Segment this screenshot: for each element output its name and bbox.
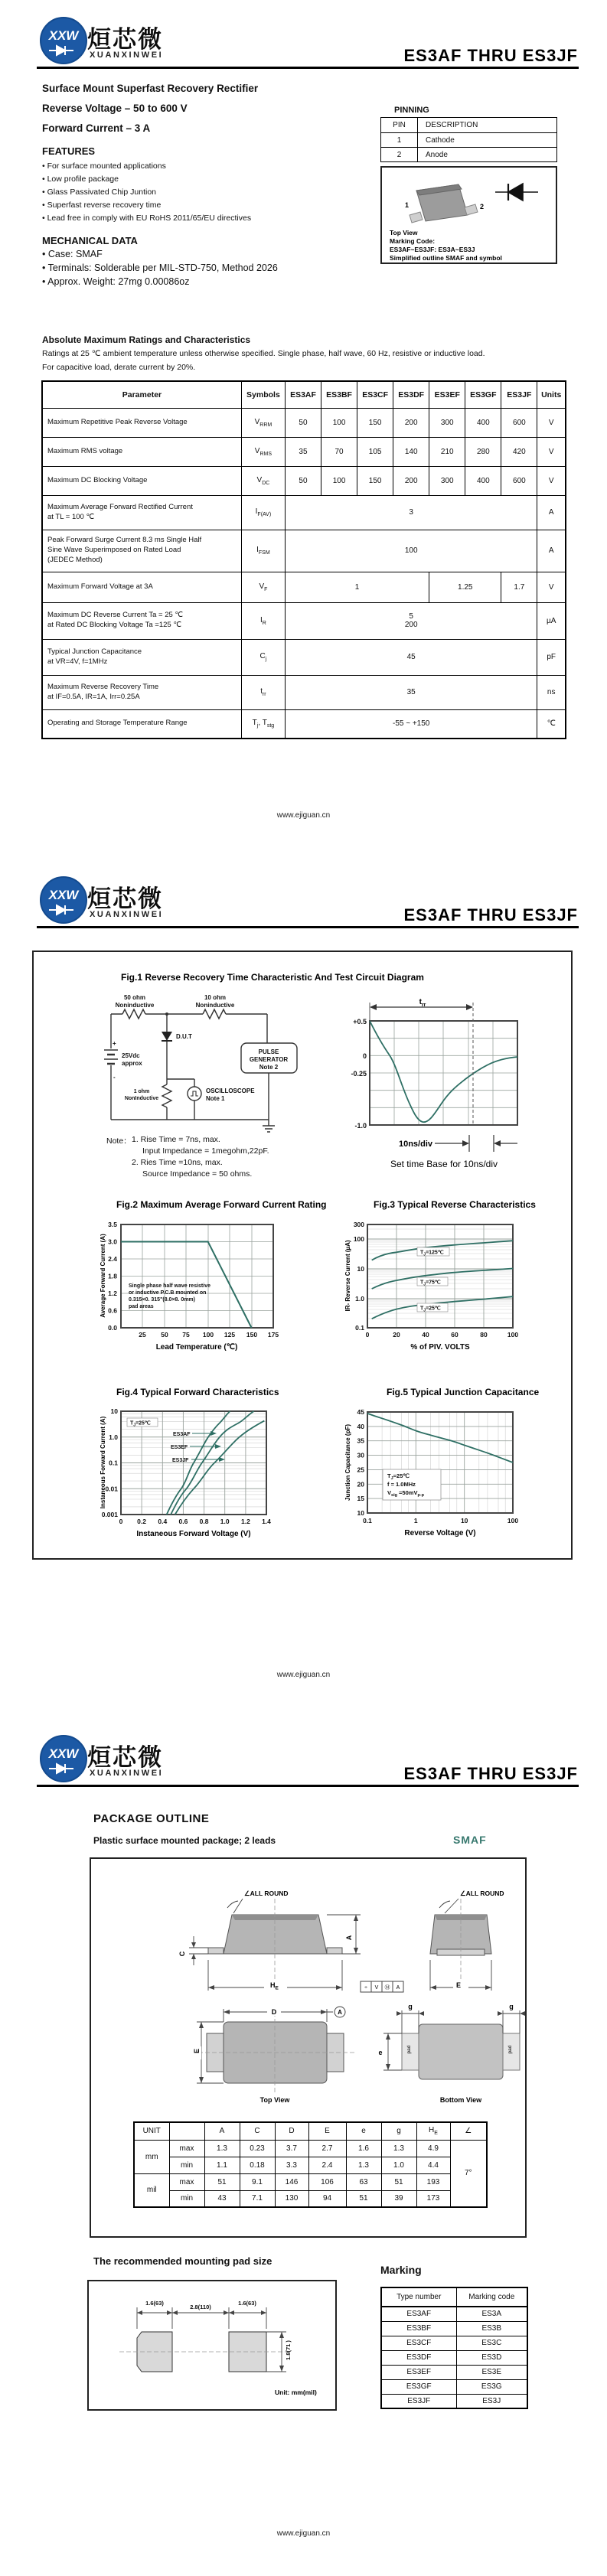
marking-title: Marking: [380, 2264, 422, 2276]
svg-text:100: 100: [202, 1331, 214, 1339]
pad-dim: 2.8(110): [190, 2304, 211, 2310]
header-rule: [37, 1785, 579, 1787]
footer-url[interactable]: www.ejiguan.cn: [276, 811, 331, 820]
brand-name-cn: 烜芯微: [87, 26, 163, 53]
dut-label: D.U.T: [176, 1033, 192, 1040]
outline-drawing-box: [90, 1857, 527, 2238]
pad-label: pad: [507, 2045, 513, 2054]
note-label: Note：: [106, 1136, 132, 1146]
svg-text:35: 35: [357, 1436, 364, 1445]
pulse-generator-label: PULSE: [258, 1048, 279, 1055]
svg-text:20: 20: [393, 1331, 400, 1339]
svg-text:100: 100: [353, 1235, 364, 1243]
mounting-pad-title: The recommended mounting pad size: [93, 2255, 272, 2267]
fig3-series-label: $T_J=25℃$: [420, 1306, 441, 1313]
battery-plus: +: [113, 1040, 116, 1047]
dim-E-label: E: [455, 1981, 462, 1989]
svg-text:125: 125: [224, 1331, 236, 1339]
mechanical-item: • Case: SMAF: [42, 249, 103, 259]
fig2-title: Fig.2 Maximum Average Forward Current Rating: [116, 1199, 327, 1210]
header-rule: [37, 926, 579, 928]
marking-header-code: Marking code: [456, 2287, 527, 2307]
svg-text:1.0: 1.0: [355, 1295, 364, 1303]
pkg-outline-note: Simplified outline SMAF and symbol: [390, 254, 502, 262]
table-row: Maximum DC Reverse Current Ta = 25 ℃ at Rated DC Blocking Voltage Ta =125 ℃ $I_R$ 5 200 µA: [42, 602, 566, 639]
resistor2-value: 10 ohm: [204, 994, 227, 1001]
svg-text:80: 80: [480, 1331, 488, 1339]
svg-text:or inductive P.C.B mounted on: or inductive P.C.B mounted on: [129, 1290, 207, 1296]
svg-text:V: V: [374, 1985, 379, 1991]
svg-text:10: 10: [460, 1517, 468, 1524]
svg-text:0.01: 0.01: [105, 1485, 118, 1493]
svg-text:25: 25: [357, 1466, 364, 1474]
svg-text:50: 50: [161, 1331, 168, 1339]
svg-text:100: 100: [507, 1517, 519, 1524]
ratings-table: [41, 380, 566, 739]
fig5-title: Fig.5 Typical Junction Capacitance: [387, 1387, 540, 1397]
fig1-title: Fig.1 Reverse Recovery Time Characteristic And Test Circuit Diagram: [121, 972, 424, 983]
fig3-series-label: $T_J=75℃$: [420, 1280, 441, 1287]
table-row: Typical Junction Capacitance at VR=4V, f=1MHz $C_j$ 45 pF: [42, 639, 566, 675]
table-row: ES3AF ES3A: [381, 2307, 527, 2321]
top-view-caption: Top View: [259, 2096, 290, 2104]
pin-number: 1: [381, 133, 418, 148]
fig2-annotation: Single phase half wave resistive: [129, 1283, 210, 1289]
svg-text:25: 25: [139, 1331, 146, 1339]
fig3-xlabel: % of PIV. VOLTS: [410, 1343, 470, 1352]
svg-text:10: 10: [110, 1407, 118, 1415]
svg-text:75: 75: [182, 1331, 190, 1339]
fig1-waveform-chart: [337, 987, 566, 1175]
svg-text:A: A: [396, 1985, 400, 1991]
dimension-table: UNIT A C D E e g $H_E$ ∠ mm max 1.3 0.23 3.7 2.7 1.6 1.3 4.9 7° min 1.1 0.18 3.3 2.4 1.3 1.0 4.4 mil max 51 9.1 146 106 63 51 193 min 43 7.1 130 94 51 39 173: [133, 2121, 488, 2208]
table-row: Maximum Reverse Recovery Time at IF=0.5A, IR=1A, Irr=0.25A $t_{rr}$ 35 ns: [42, 675, 566, 709]
note-line: 2. Ries Time =10ns, max.: [132, 1158, 223, 1167]
feature-control-frame: [361, 1981, 403, 1992]
svg-text:10: 10: [357, 1265, 364, 1273]
svg-text:0.6: 0.6: [178, 1518, 188, 1525]
wave-ytick: +0.5: [353, 1018, 367, 1026]
fig2-xlabel: Lead Temperature (℃): [155, 1343, 238, 1352]
svg-text:0.1: 0.1: [355, 1324, 364, 1332]
fig3-series-label: $T_J=125℃$: [420, 1250, 444, 1257]
fig2-ylabel: Average Forward Current (A): [100, 1234, 106, 1318]
svg-text:1.0: 1.0: [220, 1518, 230, 1525]
unit-mil: mil: [134, 2173, 169, 2207]
fig4-xlabel: Instaneous Forward Voltage (V): [136, 1530, 251, 1538]
fig4-ylabel: Instaneous Forward Current (A): [100, 1416, 106, 1509]
forward-current-line: Forward Current – 3 A: [42, 122, 151, 134]
table-row: Maximum Repetitive Peak Reverse Voltage $V_{RRM}$ 50 100 150 200 300 400 600 V: [42, 408, 566, 437]
dim-HE-label: $H_E$: [270, 1981, 279, 1991]
fig1-test-circuit: [100, 987, 352, 1140]
feature-item: • For surface mounted applications: [42, 161, 166, 171]
svg-text:0.001: 0.001: [101, 1511, 118, 1518]
fig5-ylabel: Junction Capacitance (pF): [344, 1423, 351, 1502]
fig5-note: $T_J=25℃$: [387, 1472, 410, 1481]
table-row: Operating and Storage Temperature Range $T_j$, $T_{stg}$ -55 ~ +150 ℃: [42, 709, 566, 739]
fig4-series-label: ES3EF: [171, 1445, 188, 1450]
pin-desc: Cathode: [418, 133, 557, 148]
fig4-chart: [96, 1389, 360, 1550]
footer-url[interactable]: www.ejiguan.cn: [276, 2529, 331, 2538]
table-row: ES3BF ES3B: [381, 2321, 527, 2336]
svg-text:pad areas: pad areas: [129, 1304, 154, 1309]
svg-text:Note 2: Note 2: [259, 1064, 279, 1071]
timebase-unit: 10ns/div: [398, 1140, 432, 1149]
angle-value: 7°: [450, 2140, 487, 2207]
svg-text:0.2: 0.2: [137, 1518, 147, 1525]
table-row: Maximum Forward Voltage at 3A $V_F$ 1 1.25 1.7 V: [42, 572, 566, 602]
svg-text:15: 15: [357, 1495, 364, 1503]
svg-text:0: 0: [365, 1331, 370, 1339]
pad-dim: 1.6(63): [238, 2300, 256, 2307]
marking-header-type: Type number: [381, 2287, 456, 2307]
ratings-header-row: Parameter Symbols ES3AF ES3BF ES3CF ES3DF ES3EF ES3GF ES3JF Units: [42, 381, 566, 408]
svg-text:0.8: 0.8: [199, 1518, 209, 1525]
table-row: Maximum RMS voltage $V_{RMS}$ 35 70 105 140 210 280 420 V: [42, 437, 566, 466]
svg-text:1.4: 1.4: [262, 1518, 271, 1525]
dim-e-label: e: [378, 2049, 383, 2056]
timebase-caption: Set time Base for 10ns/div: [390, 1159, 498, 1169]
unit-mm: mm: [134, 2140, 169, 2173]
svg-text:2.4: 2.4: [108, 1255, 117, 1263]
brand-name-en: XUANXINWEI: [90, 51, 164, 60]
package-name: SMAF: [453, 1834, 487, 1846]
table-row: ES3EF ES3E: [381, 2365, 527, 2379]
svg-text:1.2: 1.2: [108, 1290, 117, 1297]
pad-dim: 1.6(63): [145, 2300, 164, 2307]
svg-text:100: 100: [507, 1331, 519, 1339]
fig5-xlabel: Reverse Voltage (V): [404, 1529, 476, 1537]
fig2-chart: [96, 1202, 360, 1355]
svg-text:GENERATOR: GENERATOR: [249, 1056, 289, 1063]
svg-text:40: 40: [357, 1422, 364, 1430]
page-title: ES3AF THRU ES3JF: [403, 46, 578, 65]
svg-text:40: 40: [422, 1331, 429, 1339]
fig5-note: f = 1.0MHz: [387, 1481, 416, 1488]
feature-item: • Glass Passivated Chip Juntion: [42, 187, 156, 197]
svg-text:300: 300: [353, 1221, 364, 1228]
svg-text:0.315×0. 315"(8.0×8. 0mm): 0.315×0. 315"(8.0×8. 0mm): [129, 1297, 195, 1303]
brand-logo-icon: XXW: [40, 1735, 87, 1782]
fig4-series-label: ES3JF: [172, 1458, 189, 1463]
pinning-header-pin: PIN: [381, 118, 418, 133]
features-title: FEATURES: [42, 145, 96, 157]
svg-text:approx: approx: [122, 1060, 142, 1067]
pkg-marking-range: ES3AF~ES3JF: ES3A~ES3J: [390, 246, 475, 253]
mounting-pad-drawing: [89, 2281, 335, 2409]
feature-item: • Low profile package: [42, 174, 119, 184]
mechanical-title: MECHANICAL DATA: [42, 235, 138, 246]
header-rule: [37, 67, 579, 69]
note-line: 1. Rise Time = 7ns, max.: [132, 1135, 220, 1144]
bottom-view-caption: Bottom View: [439, 2096, 482, 2104]
pinning-header-desc: DESCRIPTION: [418, 118, 557, 133]
svg-text:45: 45: [357, 1408, 364, 1416]
svg-text:Noninductive: Noninductive: [195, 1002, 235, 1009]
mounting-pad-box: [87, 2280, 337, 2411]
mechanical-item: • Approx. Weight: 27mg 0.00086oz: [42, 276, 189, 287]
svg-text:60: 60: [451, 1331, 459, 1339]
feature-item: • Lead free in comply with EU RoHS 2011/65/EU directives: [42, 214, 251, 223]
datasheet-page: XXW 烜芯微 XUANXINWEI ES3AF THRU ES3JF Surface Mount Superfast Recovery Rectifier Reverse Voltage – 50 to 600 V Forward Current – 3 A PINNING PIN DESCRIPTION 1 Cathode 2 Anode FEATURES • For surface mounted applications • Low profile package • Glass Passivated Chip Juntion • Superfast reverse recovery time • Lead free in comply with EU RoHS 2011/65/EU directives MECHANICAL DATA • Case: SMAF • Terminals: Solderable per MIL-STD-750, Method 2026 • Approx. Weight: 27mg 0.00086oz 1 2 Top View Marking Code: ES3AF~ES3JF: ES3A~ES3J Simplified outline SMAF and symbol Absolute Maximum Ratings and Characteristics Ratings at 25 ℃ ambient temperature unless otherwise specified. Single phase, half wave, 60 Hz, resistive or inductive load. For capacitive load, derate current by 20%. Parameter Symbols ES3AF ES3BF ES3CF ES3DF ES3EF ES3GF ES3JF Units Maximum Repetitive Peak Reverse Voltage $V_{RRM}$ 50 100 150 200 300 400 600 V Maximum RMS voltage $V_{RMS}$ 35 70 105 140 210 280 420 V Maximum DC Blocking Voltage $V_{DC}$ 50 100 150 200 300 400 600 V Maximum Average Forward Rectified Current at TL = 100 ℃ $I_{F(AV)}$ 3 A Peak Forward Surge Current 8.3 ms Single Half Sine Wave Superimposed on Rated Load (JEDEC Method) $I_{FSM}$ 100 A Maximum Forward Voltage at 3A $V_F$ 1 1.25 1.7 V Maximum DC Reverse Current Ta = 25 ℃ at Rated DC Blocking Voltage Ta =125 ℃ $I_R$ 5 200 µA Typical Junction Capacitance at VR=4V, f=1MHz $C_j$ 45 pF Maximum Reverse Recovery Time at IF=0.5A, IR=1A, Irr=0.25A $t_{rr}$ 35 ns Operating and Storage Temperature Range $T_j$, $T_{stg}$ -55 ~ +150 ℃ www.ejiguan.cn XXW 烜芯微 XUANXINWEI ES3AF THRU ES3JF Fig.1 Reverse Recovery Time Characteristic And Test Circuit Diagram 50 ohm Noninductive 10 ohm Noninductive PULSE GENERATOR Note 2 1 ohm NonInductive D.U.T + - 25Vdc approx OSCILLOSCOPE Note 1 $t_{rr}$ +0.5 0 -0.25 -1.0 10ns/div Set time Base for 10ns/div Note： 1. Rise Time = 7ns, max. Input Impedance = 1megohm,22pF. 2. Ries Time =10ns, max. Source Impedance = 50 ohms. Fig.2 Maximum Average Forward Current Rating 3.5 3.0 2.4 1.8 1.2 0.6 0.0 25 50 75 100 125 150 175 Single phase half wave resistive or inductive P.C.B mounted on 0.315×0. 315"(8.0×8. 0mm) pad areas Lead Temperature (℃) Average Forward Current (A) Fig.3 Typical Reverse Characteristics $T_J=125℃$ $T_J=75℃$ $T_J=25℃$ 300 100 10 1.0 0.1 0 20 40 60 80 100 % of PIV. VOLTS IR- Reverse Current (µA) Fig.4 Typical Forward Characteristics $T_J=25℃$ ES3AF ES3EF ES3JF 10 1.0 0.1 0.01 0.001 0 0.2 0.4 0.6 0.8 1.0 1.2 1.4 Instaneous Forward Voltage (V) Instaneous Forward Current (A) Fig.5 Typical Junction Capacitance $T_J=25℃$ f = 1.0MHz $V_{sig} =50mV_{p-p}$ 45 40 35 30 25 20 15 10 0.1 1 10 100 Reverse Voltage (V) Junction Capacitance (pF) www.ejiguan.cn XXW 烜芯微 XUANXINWEI ES3AF THRU ES3JF PACKAGE OUTLINE Plastic surface mounted package; 2 leads SMAF $H_E$ A C ∠ALL ROUND ÷ V Ⓜ A E ∠ALL ROUND D A E Top View pad pad g g e Bottom View UNIT A C D E e g $H_E$ ∠ mm max 1.3 0.23 3.7 2.7 1.6 1.3 4.9 7° min 1.1 0.18 3.3 2.4 1.3 1.0 4.4 mil max 51 9.1 146 106 63 51 193 min 43 7.1 130 94 51 39 173 The recommended mounting pad size 1.6(63) 2.8(110) 1.6(63) 1.8(71 ) Unit: mm(mil) Marking Type number Marking code ES3AF ES3A ES3BF ES3B ES3CF ES3C ES3DF ES3D ES3EF ES3E ES3GF ES3G ES3JF ES3J www.ejiguan.cn: [0, 0, 607, 2576]
svg-text:3.0: 3.0: [108, 1237, 117, 1246]
svg-text:1: 1: [413, 1517, 418, 1524]
svg-text:10: 10: [357, 1509, 364, 1517]
svg-text:1.2: 1.2: [240, 1518, 250, 1525]
dim-C-label: C: [178, 1951, 186, 1957]
svg-text:0.4: 0.4: [158, 1518, 168, 1525]
pkg-marking-code-label: Marking Code:: [390, 237, 436, 245]
fig3-ylabel: IR- Reverse Current (µA): [344, 1240, 351, 1312]
oscilloscope-label: OSCILLOSCOPE: [206, 1087, 255, 1094]
svg-text:0: 0: [119, 1518, 123, 1525]
table-row: Maximum DC Blocking Voltage $V_{DC}$ 50 100 150 200 300 400 600 V: [42, 466, 566, 495]
pin-desc: Anode: [418, 148, 557, 162]
note-line: Source Impedance = 50 ohms.: [142, 1169, 253, 1179]
allround-label: ∠ALL ROUND: [460, 1890, 504, 1897]
dim-A-label: A: [345, 1935, 353, 1941]
dim-E-label: E: [193, 2048, 201, 2054]
footer-url[interactable]: www.ejiguan.cn: [276, 1671, 331, 1679]
feature-item: • Superfast reverse recovery time: [42, 201, 161, 210]
svg-text:÷: ÷: [364, 1985, 367, 1991]
pkg-pin2-label: 2: [480, 203, 485, 210]
mechanical-item: • Terminals: Solderable per MIL-STD-750, Method 2026: [42, 262, 278, 273]
table-row: ES3GF ES3G: [381, 2379, 527, 2394]
pad-label: pad: [406, 2045, 412, 2054]
logo-monogram: XXW: [48, 28, 79, 43]
fig5-chart: [341, 1389, 593, 1550]
table-row: ES3JF ES3J: [381, 2394, 527, 2408]
svg-text:1.8: 1.8: [108, 1272, 117, 1280]
table-row: Peak Forward Surge Current 8.3 ms Single Half Sine Wave Superimposed on Rated Load (JEDEC Method) $I_{FSM}$ 100 A: [42, 530, 566, 572]
svg-text:Ⓜ: Ⓜ: [384, 1985, 390, 1991]
pkg-pin1-label: 1: [405, 201, 410, 209]
fig4-series-label: ES3AF: [173, 1432, 191, 1437]
marking-table: [380, 2287, 528, 2409]
svg-text:1.0: 1.0: [109, 1433, 118, 1441]
svg-text:0.0: 0.0: [108, 1324, 117, 1332]
package-dimension-drawings: [91, 1859, 525, 2119]
logo-diode-icon: [40, 876, 84, 921]
pkg-top-view-label: Top View: [390, 229, 418, 236]
amr-desc-2: For capacitive load, derate current by 20%.: [42, 363, 196, 372]
dim-g-label: g: [509, 2003, 514, 2010]
svg-text:Noninductive: Noninductive: [115, 1002, 155, 1009]
allround-label: ∠ALL ROUND: [244, 1890, 289, 1897]
svg-text:20: 20: [357, 1480, 364, 1489]
table-row: ES3CF ES3C: [381, 2336, 527, 2350]
svg-text:NonInductive: NonInductive: [124, 1096, 159, 1101]
svg-text:0.6: 0.6: [108, 1306, 117, 1315]
dim-g-label: g: [408, 2003, 413, 2010]
product-summary-line: Surface Mount Superfast Recovery Rectifier: [42, 83, 259, 94]
brand-logo-icon: [40, 17, 87, 64]
svg-text:3.5: 3.5: [108, 1221, 117, 1228]
datum-A-label: A: [338, 2009, 342, 2016]
reverse-voltage-line: Reverse Voltage – 50 to 600 V: [42, 103, 188, 114]
wave-ytick: 0: [362, 1052, 367, 1060]
resistor1-value: 50 ohm: [123, 994, 146, 1001]
resistor3-value: 1 ohm: [133, 1089, 150, 1094]
pinning-table: [380, 117, 557, 162]
svg-text:30: 30: [357, 1451, 364, 1459]
amr-title: Absolute Maximum Ratings and Characteristics: [42, 334, 251, 345]
wave-ytick: -0.25: [351, 1070, 367, 1078]
fig3-chart: [341, 1202, 593, 1355]
pad-dim: 1.8(71 ): [285, 2340, 292, 2360]
svg-text:175: 175: [267, 1331, 279, 1339]
svg-text:0.1: 0.1: [109, 1459, 118, 1467]
fig4-note: $T_J=25℃$: [130, 1420, 151, 1428]
table-row: Maximum Average Forward Rectified Current at TL = 100 ℃ $I_{F(AV)}$ 3 A: [42, 495, 566, 530]
svg-text:Note 1: Note 1: [206, 1095, 225, 1102]
wave-ytick: -1.0: [354, 1122, 367, 1130]
logo-diode-icon: [40, 1735, 84, 1779]
outline-subtitle: Plastic surface mounted package; 2 leads: [93, 1835, 276, 1846]
table-row: ES3DF ES3D: [381, 2350, 527, 2365]
note-line: Input Impedance = 1megohm,22pF.: [142, 1146, 269, 1156]
outline-title: PACKAGE OUTLINE: [93, 1812, 210, 1825]
logo-diode-icon: [40, 17, 84, 61]
svg-text:150: 150: [246, 1331, 258, 1339]
svg-text:0.1: 0.1: [363, 1517, 372, 1524]
fig3-title: Fig.3 Typical Reverse Characteristics: [374, 1199, 536, 1210]
amr-desc-1: Ratings at 25 ℃ ambient temperature unless otherwise specified. Single phase, half wave, 60 Hz, resistive or inductive load.: [42, 349, 485, 358]
trr-label: $t_{rr}$: [419, 998, 426, 1008]
pad-unit-note: Unit: mm(mil): [275, 2389, 317, 2396]
package-simplified-drawing: [382, 168, 556, 262]
dim-D-label: D: [271, 2008, 277, 2016]
package-outline-box: [380, 166, 557, 264]
battery-voltage: 25Vdc: [122, 1052, 140, 1059]
fig4-title: Fig.4 Typical Forward Characteristics: [116, 1387, 279, 1397]
pin-number: 2: [381, 148, 418, 162]
battery-minus: -: [113, 1074, 116, 1081]
fig5-note: $V_{sig} =50mV_{p-p}$: [387, 1489, 425, 1498]
brand-logo-icon: XXW: [40, 876, 87, 924]
pinning-title: PINNING: [394, 106, 429, 115]
